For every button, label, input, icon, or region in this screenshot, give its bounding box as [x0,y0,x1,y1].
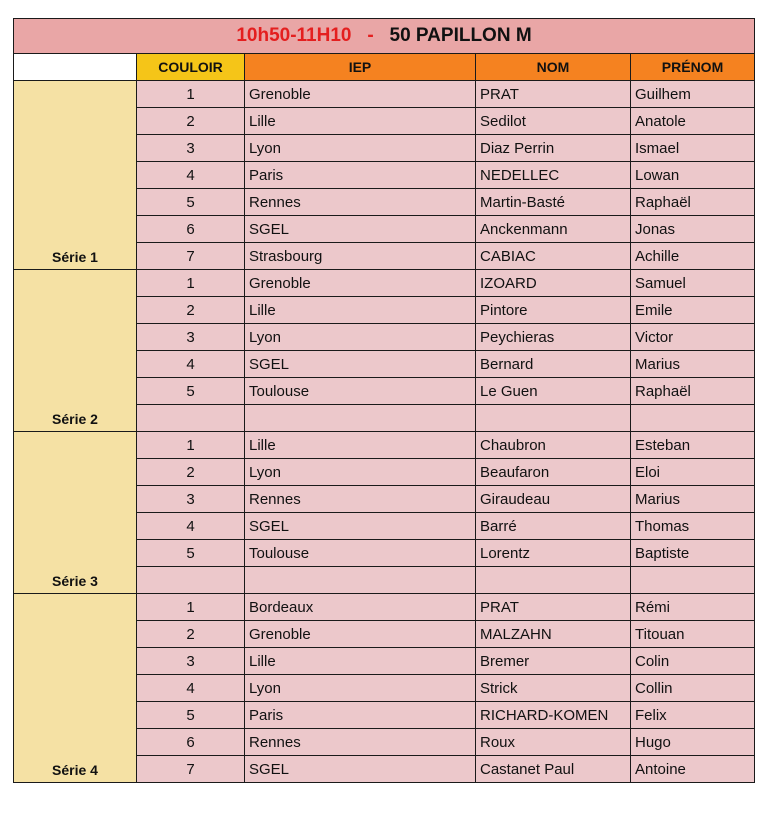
nom-cell: NEDELLEC [476,162,631,189]
serie-label: Série 3 [14,432,137,594]
iep-cell: Rennes [245,486,476,513]
prenom-cell: Guilhem [631,81,755,108]
lane-cell: 5 [137,702,245,729]
prenom-cell: Achille [631,243,755,270]
event-title [14,19,755,54]
lane-cell: 1 [137,432,245,459]
lane-cell: 3 [137,135,245,162]
table-row [14,594,755,621]
table-row [14,270,755,297]
prenom-cell: Rémi [631,594,755,621]
prenom-cell: Thomas [631,513,755,540]
lane-cell: 7 [137,243,245,270]
iep-cell: SGEL [245,216,476,243]
nom-cell: Roux [476,729,631,756]
startlist-body [14,19,755,783]
lane-cell [137,567,245,594]
prenom-cell: Samuel [631,270,755,297]
nom-cell: Castanet Paul [476,756,631,783]
nom-cell: Beaufaron [476,459,631,486]
nom-cell: Lorentz [476,540,631,567]
nom-cell: Strick [476,675,631,702]
iep-cell: Lyon [245,675,476,702]
lane-cell: 7 [137,756,245,783]
iep-cell: SGEL [245,513,476,540]
iep-cell: Rennes [245,729,476,756]
prenom-cell: Marius [631,486,755,513]
lane-cell: 1 [137,81,245,108]
iep-cell [245,567,476,594]
iep-cell: Strasbourg [245,243,476,270]
title-row [14,19,755,54]
prenom-cell: Antoine [631,756,755,783]
prenom-cell: Eloi [631,459,755,486]
prenom-cell: Colin [631,648,755,675]
iep-cell: Lyon [245,459,476,486]
iep-cell: Lyon [245,135,476,162]
iep-cell: Lille [245,297,476,324]
prenom-cell: Ismael [631,135,755,162]
prenom-cell: Emile [631,297,755,324]
lane-cell: 1 [137,594,245,621]
lane-cell: 1 [137,270,245,297]
nom-cell [476,405,631,432]
serie-label: Série 4 [14,594,137,783]
nom-cell: Sedilot [476,108,631,135]
nom-cell: Anckenmann [476,216,631,243]
nom-cell: Diaz Perrin [476,135,631,162]
lane-cell: 4 [137,513,245,540]
nom-cell: Giraudeau [476,486,631,513]
iep-cell: Lyon [245,324,476,351]
event-time: 10h50-11H10 [236,25,352,46]
header-row [14,54,755,81]
iep-cell: Toulouse [245,378,476,405]
lane-cell: 6 [137,729,245,756]
prenom-cell: Lowan [631,162,755,189]
lane-cell: 2 [137,297,245,324]
prenom-cell: Victor [631,324,755,351]
iep-cell: Grenoble [245,621,476,648]
lane-cell: 2 [137,621,245,648]
lane-cell: 2 [137,108,245,135]
nom-cell: MALZAHN [476,621,631,648]
header-blank-cell [14,54,137,81]
lane-cell: 4 [137,351,245,378]
iep-cell: Lille [245,648,476,675]
prenom-cell: Baptiste [631,540,755,567]
lane-cell: 3 [137,648,245,675]
lane-cell: 4 [137,162,245,189]
prenom-cell [631,405,755,432]
prenom-cell: Titouan [631,621,755,648]
nom-cell: IZOARD [476,270,631,297]
nom-cell: PRAT [476,594,631,621]
table-row [14,81,755,108]
lane-cell: 5 [137,540,245,567]
header-couloir: COULOIR [137,54,245,81]
prenom-cell: Marius [631,351,755,378]
iep-cell [245,405,476,432]
lane-cell: 6 [137,216,245,243]
lane-cell: 5 [137,189,245,216]
nom-cell: Peychieras [476,324,631,351]
event-name: 50 PAPILLON M [389,25,532,46]
lane-cell: 3 [137,486,245,513]
iep-cell: SGEL [245,351,476,378]
nom-cell: Martin-Basté [476,189,631,216]
prenom-cell: Jonas [631,216,755,243]
nom-cell [476,567,631,594]
iep-cell: Lille [245,432,476,459]
nom-cell: CABIAC [476,243,631,270]
header-nom: NOM [476,54,631,81]
iep-cell: Paris [245,162,476,189]
prenom-cell: Hugo [631,729,755,756]
lane-cell [137,405,245,432]
lane-cell: 5 [137,378,245,405]
nom-cell: PRAT [476,81,631,108]
iep-cell: Bordeaux [245,594,476,621]
serie-label: Série 1 [14,81,137,270]
lane-cell: 4 [137,675,245,702]
serie-label: Série 2 [14,270,137,432]
prenom-cell: Esteban [631,432,755,459]
nom-cell: Pintore [476,297,631,324]
startlist-table [13,18,755,783]
lane-cell: 2 [137,459,245,486]
nom-cell: Chaubron [476,432,631,459]
iep-cell: Paris [245,702,476,729]
prenom-cell: Anatole [631,108,755,135]
iep-cell: SGEL [245,756,476,783]
table-row [14,432,755,459]
nom-cell: RICHARD-KOMEN [476,702,631,729]
iep-cell: Lille [245,108,476,135]
header-prenom: PRÉNOM [631,54,755,81]
iep-cell: Rennes [245,189,476,216]
nom-cell: Bernard [476,351,631,378]
title-separator: - [367,25,374,46]
startlist-sheet [13,18,754,783]
prenom-cell: Felix [631,702,755,729]
iep-cell: Toulouse [245,540,476,567]
nom-cell: Le Guen [476,378,631,405]
prenom-cell: Raphaël [631,378,755,405]
nom-cell: Bremer [476,648,631,675]
lane-cell: 3 [137,324,245,351]
nom-cell: Barré [476,513,631,540]
iep-cell: Grenoble [245,81,476,108]
prenom-cell: Collin [631,675,755,702]
header-iep: IEP [245,54,476,81]
iep-cell: Grenoble [245,270,476,297]
prenom-cell: Raphaël [631,189,755,216]
prenom-cell [631,567,755,594]
